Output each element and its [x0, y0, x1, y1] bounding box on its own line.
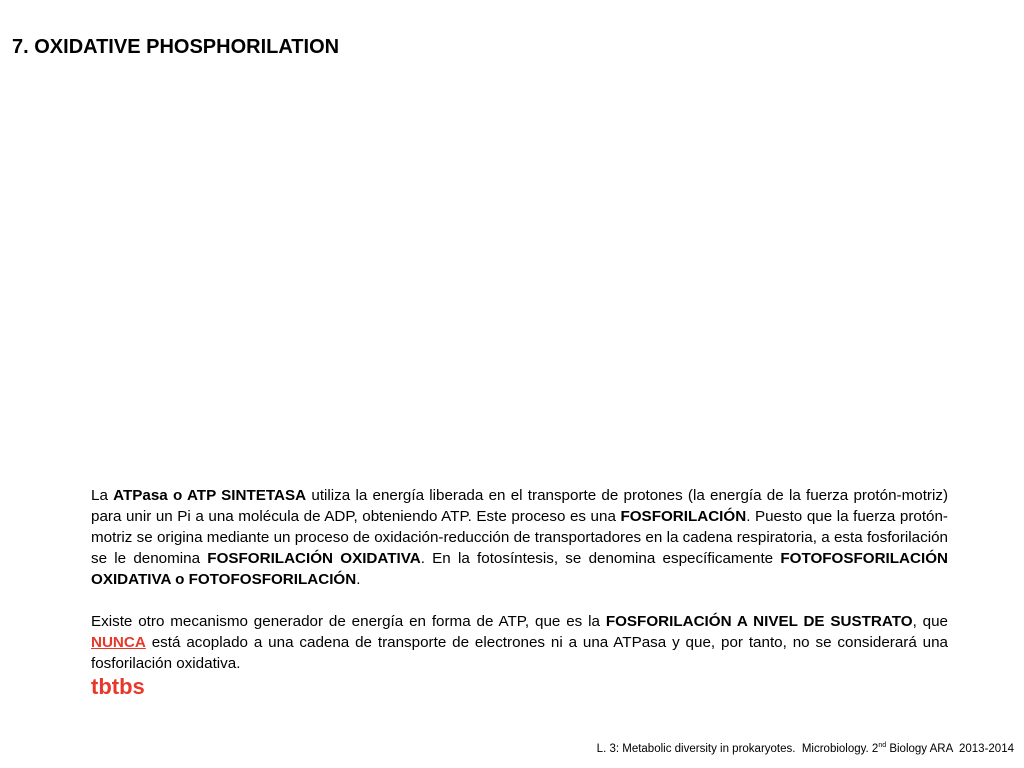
- paragraph-substrate-level: [91, 611, 948, 674]
- term-substrate-level-phosphorylation: FOSFORILACIÓN A NIVEL DE SUSTRATO: [605, 613, 913, 630]
- term-atp-synthase: ATPasa o ATP SINTETASA: [113, 487, 307, 504]
- footer-citation: [597, 743, 1014, 755]
- text-run: está acoplado a una cadena de transporte de electrones ni a una ATPasa y que, por tanto, no se considerará una fosforilación oxidativa.: [91, 634, 948, 672]
- text-run: utiliza la energía liberada en el transporte de protones (la energía de la fuerza protón-motriz) para unir un Pi a una molécula de ADP, obteniendo ATP. Este proceso es una: [91, 487, 948, 525]
- body-text: [91, 485, 948, 674]
- tbtbs-tag: tbtbs: [91, 674, 145, 699]
- emphasis-nunca: NUNCA: [91, 634, 146, 651]
- term-photophosphorylation: FOTOFOSFORILACIÓN OXIDATIVA o FOTOFOSFORILACIÓN: [91, 550, 948, 588]
- paragraph-atp-synthase: [91, 485, 948, 590]
- text-run: . Puesto que la fuerza protón-motriz se origina mediante un proceso de oxidación-reducción de transportadores en la cadena respiratoria, a esta fosforilación se le denomina: [91, 508, 948, 567]
- slide-title: 7. OXIDATIVE PHOSPHORILATION: [12, 36, 340, 58]
- term-oxidative-phosphorylation: FOSFORILACIÓN OXIDATIVA: [207, 550, 421, 567]
- footer-text: L. 3: Metabolic diversity in prokaryotes. Microbiology. 2: [596, 743, 879, 755]
- text-run: Existe otro mecanismo generador de energía en forma de ATP, que es la: [91, 613, 606, 630]
- text-run: . En la fotosíntesis, se denomina específicamente: [420, 550, 781, 567]
- text-run: , que: [912, 613, 948, 630]
- footer-superscript: nd: [878, 742, 887, 750]
- term-phosphorylation: FOSFORILACIÓN: [620, 508, 747, 525]
- footer-text-end: Biology ARA 2013-2014: [886, 743, 1014, 755]
- text-run: La: [91, 487, 114, 504]
- text-run: .: [356, 571, 361, 588]
